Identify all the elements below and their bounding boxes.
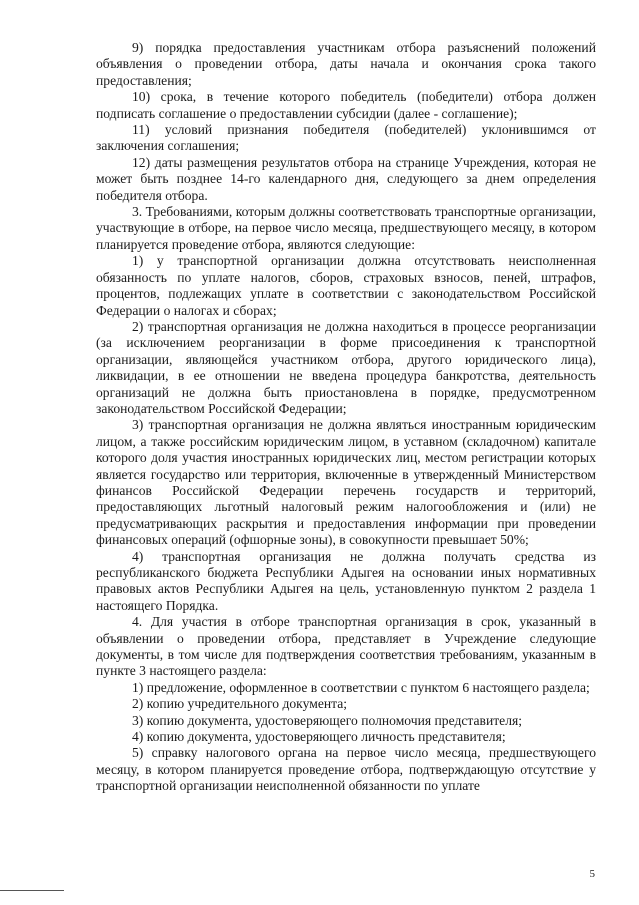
paragraph-document-4: 4) копию документа, удостоверяющего личность представителя;	[132, 729, 506, 745]
paragraph-document-1: 1) предложение, оформленное в соответствии с пунктом 6 настоящего раздела;	[132, 679, 590, 695]
paragraph-requirement-4: 4) транспортная организация не должна получать средства из республиканского бюджета Республики Адыгея на основании иных нормативных правовых актов Республики Адыгея на цель, установленную пунктом 2 раздела 1 настоящего Порядка.	[96, 548, 596, 613]
paragraph-item-10: 10) срока, в течение которого победитель (победители) отбора должен подписать соглашение о предоставлении субсидии (далее - соглашение);	[96, 89, 596, 121]
page-number: 5	[589, 868, 595, 880]
paragraph-document-2: 2) копию учредительного документа;	[132, 696, 348, 712]
paragraph-requirement-3: 3) транспортная организация не должна являться иностранным юридическим лицом, а также российским юридическим лицом, в уставном (складочном) капитале которого доля участия иностранных юридических лиц, местом регистрации которых является государство или территория, включенные в утвержденный Министерством финансов Российской Федерации перечень государств и территорий, предоставляющих льготный налоговый режим налогообложения и (или) не предусматривающих раскрытия и предоставления информации при проведении финансовых операций (офшорные зоны), в совокупности превышает 50%;	[96, 417, 596, 548]
paragraph-item-12: 12) даты размещения результатов отбора на странице Учреждения, которая не может быть позднее 14-го календарного дня, следующего за днем определения победителя отбора.	[96, 154, 596, 203]
paragraph-document-5: 5) справку налогового органа на первое число месяца, предшествующего месяцу, в котором планируется проведение отбора, подтверждающую отсутствие у транспортной организации неисполненной обязанности по уплате	[96, 745, 596, 794]
paragraph-requirement-2: 2) транспортная организация не должна находиться в процессе реорганизации (за исключением реорганизации в форме присоединения к транспортной организации, являющейся участником отбора, другого юридического лица), ликвидации, в ее отношении не введена процедура банкротства, деятельность организаций не должна быть приостановлена в порядке, предусмотренном законодательством Российской Федерации;	[96, 318, 596, 416]
paragraph-item-9: 9) порядка предоставления участникам отбора разъяснений положений объявления о проведении отбора, даты начала и окончания срока такого предоставления;	[96, 40, 596, 88]
footer-rule	[0, 890, 64, 891]
document-body	[96, 40, 596, 795]
paragraph-document-3: 3) копию документа, удостоверяющего полномочия представителя;	[132, 712, 523, 728]
paragraph-item-11: 11) условий признания победителя (победителей) уклонившимся от заключения соглашения;	[96, 122, 596, 154]
paragraph-requirement-1: 1) у транспортной организации должна отсутствовать неисполненная обязанность по уплате налогов, сборов, страховых взносов, пеней, штрафов, процентов, подлежащих уплате в соответствии с законодательством Российской Федерации о налогах и сборах;	[96, 253, 596, 318]
paragraph-section-3: 3. Требованиями, которым должны соответствовать транспортные организации, участвующие в отборе, на первое число месяца, предшествующего месяцу, в котором планируется проведение отбора, являются следующие:	[96, 204, 596, 252]
paragraph-section-4: 4. Для участия в отборе транспортная организация в срок, указанный в объявлении о проведении отбора, представляет в Учреждение следующие документы, в том числе для подтверждения соответствия требованиям, указанным в пункте 3 настоящего раздела:	[96, 614, 596, 679]
